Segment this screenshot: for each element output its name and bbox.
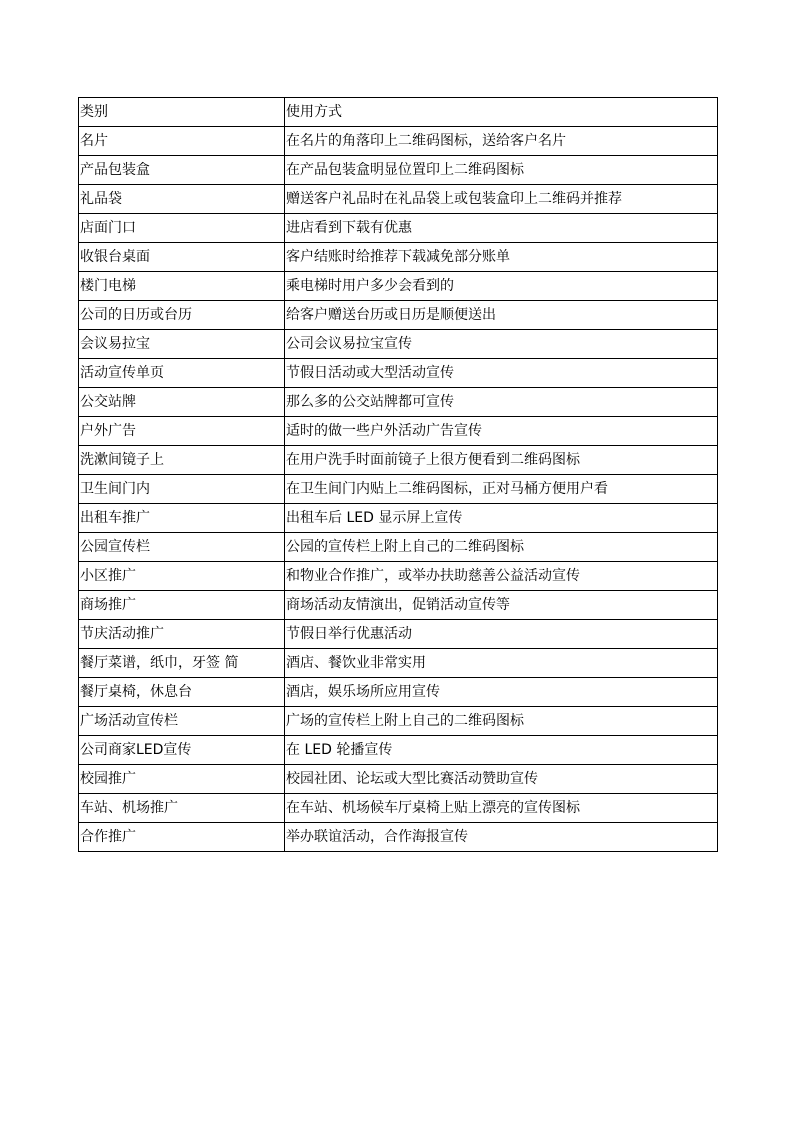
- table-row: [79, 562, 718, 591]
- cell-category: 公交站牌: [79, 388, 285, 417]
- cell-usage: 商场活动友情演出，促销活动宣传等: [285, 591, 718, 620]
- cell-usage: 酒店、餐饮业非常实用: [285, 649, 718, 678]
- cell-usage: 那么多的公交站牌都可宣传: [285, 388, 718, 417]
- table-row: [79, 533, 718, 562]
- cell-usage: 乘电梯时用户多少会看到的: [285, 272, 718, 301]
- cell-usage: 举办联谊活动，合作海报宣传: [285, 823, 718, 852]
- cell-category: 活动宣传单页: [79, 359, 285, 388]
- table-row: [79, 620, 718, 649]
- table-row: [79, 156, 718, 185]
- header-category: 类别: [79, 98, 285, 127]
- table-row: [79, 359, 718, 388]
- cell-usage: 和物业合作推广，或举办扶助慈善公益活动宣传: [285, 562, 718, 591]
- cell-usage: 公园的宣传栏上附上自己的二维码图标: [285, 533, 718, 562]
- cell-usage: 校园社团、论坛或大型比赛活动赞助宣传: [285, 765, 718, 794]
- cell-category: 节庆活动推广: [79, 620, 285, 649]
- cell-category: 名片: [79, 127, 285, 156]
- table-row: [79, 649, 718, 678]
- cell-usage: 进店看到下载有优惠: [285, 214, 718, 243]
- table-row: [79, 823, 718, 852]
- cell-category: 校园推广: [79, 765, 285, 794]
- table-row: [79, 127, 718, 156]
- cell-category: 公司的日历或台历: [79, 301, 285, 330]
- cell-usage: 在产品包装盒明显位置印上二维码图标: [285, 156, 718, 185]
- table-row: [79, 301, 718, 330]
- table-row: [79, 214, 718, 243]
- table-row: [79, 794, 718, 823]
- cell-usage: 在 LED 轮播宣传: [285, 736, 718, 765]
- table-row: [79, 417, 718, 446]
- cell-usage: 在用户洗手时面前镜子上很方便看到二维码图标: [285, 446, 718, 475]
- table-body: [79, 98, 718, 852]
- table-row: [79, 504, 718, 533]
- cell-usage: 客户结账时给推荐下载减免部分账单: [285, 243, 718, 272]
- table-row: [79, 272, 718, 301]
- table-row: [79, 388, 718, 417]
- cell-category: 收银台桌面: [79, 243, 285, 272]
- cell-usage: 给客户赠送台历或日历是顺便送出: [285, 301, 718, 330]
- cell-category: 餐厅菜谱，纸巾，牙签 简: [79, 649, 285, 678]
- cell-category: 广场活动宣传栏: [79, 707, 285, 736]
- table-row: [79, 678, 718, 707]
- table-row: [79, 736, 718, 765]
- cell-category: 店面门口: [79, 214, 285, 243]
- cell-usage: 在车站、机场候车厅桌椅上贴上漂亮的宣传图标: [285, 794, 718, 823]
- cell-usage: 赠送客户礼品时在礼品袋上或包装盒印上二维码并推荐: [285, 185, 718, 214]
- table-row: [79, 185, 718, 214]
- cell-category: 产品包装盒: [79, 156, 285, 185]
- cell-category: 洗漱间镜子上: [79, 446, 285, 475]
- table-row: [79, 591, 718, 620]
- cell-category: 出租车推广: [79, 504, 285, 533]
- cell-usage: 出租车后 LED 显示屏上宣传: [285, 504, 718, 533]
- cell-category: 车站、机场推广: [79, 794, 285, 823]
- cell-usage: 广场的宣传栏上附上自己的二维码图标: [285, 707, 718, 736]
- table-row: [79, 707, 718, 736]
- cell-category: 小区推广: [79, 562, 285, 591]
- table-row: [79, 243, 718, 272]
- header-usage: 使用方式: [285, 98, 718, 127]
- table-row: [79, 475, 718, 504]
- cell-category: 户外广告: [79, 417, 285, 446]
- cell-usage: 节假日活动或大型活动宣传: [285, 359, 718, 388]
- cell-usage: 适时的做一些户外活动广告宣传: [285, 417, 718, 446]
- cell-category: 合作推广: [79, 823, 285, 852]
- table-row: [79, 765, 718, 794]
- cell-usage: 在名片的角落印上二维码图标，送给客户名片: [285, 127, 718, 156]
- table-row: [79, 330, 718, 359]
- table-row: [79, 446, 718, 475]
- cell-category: 餐厅桌椅，休息台: [79, 678, 285, 707]
- cell-category: 会议易拉宝: [79, 330, 285, 359]
- cell-category: 礼品袋: [79, 185, 285, 214]
- cell-category: 公园宣传栏: [79, 533, 285, 562]
- table-header-row: [79, 98, 718, 127]
- cell-category: 公司商家LED宣传: [79, 736, 285, 765]
- cell-category: 楼门电梯: [79, 272, 285, 301]
- cell-usage: 公司会议易拉宝宣传: [285, 330, 718, 359]
- promotion-usage-table: [78, 97, 718, 852]
- cell-category: 卫生间门内: [79, 475, 285, 504]
- cell-usage: 在卫生间门内贴上二维码图标，正对马桶方便用户看: [285, 475, 718, 504]
- cell-usage: 节假日举行优惠活动: [285, 620, 718, 649]
- cell-category: 商场推广: [79, 591, 285, 620]
- cell-usage: 酒店，娱乐场所应用宣传: [285, 678, 718, 707]
